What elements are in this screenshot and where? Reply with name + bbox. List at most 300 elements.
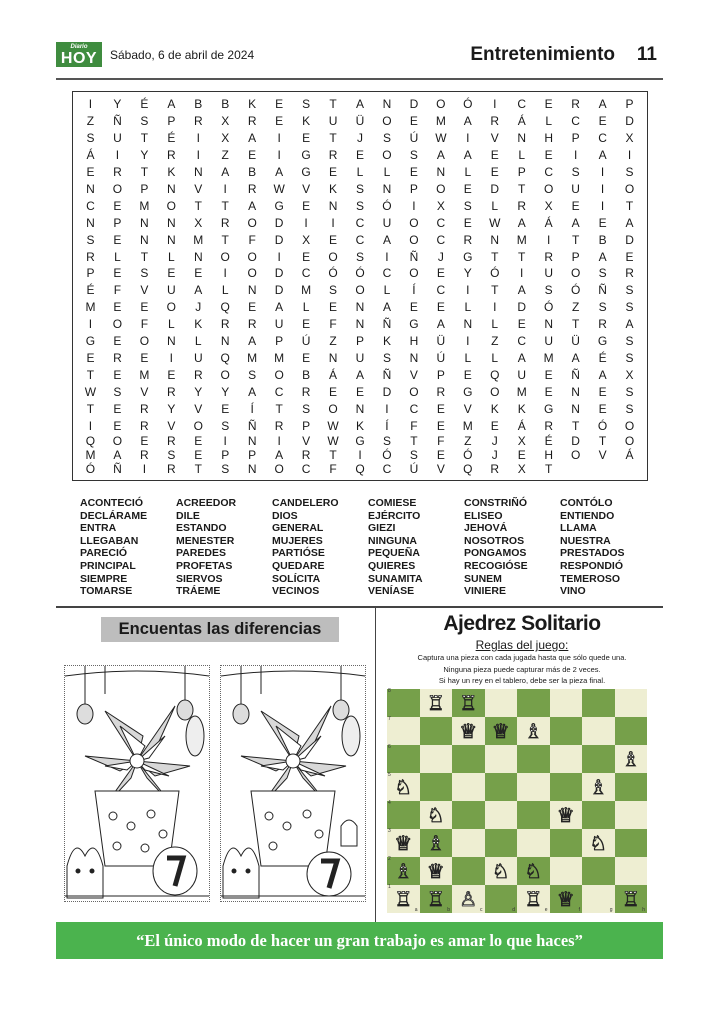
chess-square: [387, 857, 420, 885]
word-search-letter: E: [194, 266, 203, 281]
word-search-letter: O: [409, 232, 419, 247]
differences-title: Encuentas las diferencias: [101, 617, 339, 642]
word-search-letter: J: [491, 433, 498, 448]
file-label: b: [447, 907, 450, 913]
queen-piece-icon: ♕: [426, 859, 445, 883]
word-search-letter: Ñ: [571, 367, 580, 382]
word-search-letter: R: [247, 317, 257, 332]
word-search-letter: O: [193, 418, 203, 433]
word-search-letter: E: [329, 232, 338, 247]
word-search-letter: O: [409, 215, 419, 230]
knight-piece-icon: ♘: [589, 831, 608, 855]
word-search-letter: C: [436, 232, 446, 247]
word-search-letter: C: [544, 165, 553, 180]
word-search-letter: E: [571, 198, 580, 213]
word-search-letter: U: [113, 131, 122, 146]
word-search-puzzle: [72, 91, 648, 481]
word-search-letter: D: [490, 181, 500, 196]
word-search-letter: Í: [385, 418, 389, 433]
section-title: Entretenimiento: [470, 44, 615, 65]
word-list-item: ACREEDOR: [176, 497, 237, 509]
word-search-letter: S: [463, 198, 472, 213]
chess-square: [420, 885, 453, 913]
word-search-letter: W: [273, 181, 285, 196]
word-search-letter: E: [490, 418, 499, 433]
word-search-letter: E: [113, 232, 122, 247]
word-search-letter: A: [598, 97, 607, 112]
word-search-letter: S: [625, 300, 634, 315]
word-search-letter: M: [435, 114, 446, 129]
word-search-letter: C: [355, 232, 365, 247]
word-search-letter: C: [301, 461, 311, 476]
rank-label: 4: [388, 800, 391, 806]
word-search-letter: F: [329, 461, 337, 476]
word-search-letter: T: [194, 198, 202, 213]
word-search-letter: P: [140, 181, 149, 196]
word-search-letter: S: [302, 401, 311, 416]
word-search-letter: O: [112, 317, 123, 332]
word-search-letter: G: [463, 249, 473, 264]
word-search-letter: R: [274, 418, 284, 433]
rook-piece-icon: ♖: [426, 887, 445, 911]
word-search-letter: N: [166, 334, 176, 349]
word-search-letter: S: [329, 283, 338, 298]
word-search-letter: R: [193, 114, 203, 129]
word-search-letter: A: [382, 232, 391, 247]
bishop-piece-icon: ♗: [394, 859, 413, 883]
word-search-letter: A: [167, 97, 176, 112]
word-search-letter: V: [140, 283, 149, 298]
word-search-letter: E: [302, 249, 311, 264]
word-search-letter: E: [194, 433, 203, 448]
chess-square: [550, 857, 583, 885]
word-search-letter: A: [463, 148, 472, 163]
word-search-letter: E: [544, 97, 553, 112]
word-search-letter: C: [517, 334, 527, 349]
word-search-letter: K: [248, 97, 257, 112]
word-search-letter: I: [196, 131, 200, 146]
word-search-letter: E: [113, 198, 122, 213]
word-search-letter: E: [517, 317, 526, 332]
word-search-letter: Ó: [355, 266, 365, 281]
chess-square: [485, 801, 518, 829]
poinsettia-illustration-left: [65, 666, 209, 901]
word-search-letter: S: [355, 249, 364, 264]
word-search-letter: E: [598, 401, 607, 416]
word-search-letter: E: [113, 418, 122, 433]
knight-piece-icon: ♘: [524, 859, 543, 883]
word-search-letter: H: [409, 334, 419, 349]
word-list-item: QUEDARE: [272, 559, 325, 572]
word-search-letter: G: [274, 198, 284, 213]
word-search-letter: E: [436, 447, 445, 462]
word-search-letter: Ó: [463, 447, 473, 462]
word-search-letter: A: [113, 447, 122, 462]
word-search-letter: N: [544, 317, 553, 332]
chess-square: [387, 801, 420, 829]
word-search-letter: T: [221, 198, 229, 213]
word-search-letter: O: [570, 447, 581, 462]
word-search-letter: S: [598, 300, 607, 315]
word-search-letter: I: [466, 334, 470, 349]
word-search-letter: P: [248, 447, 257, 462]
word-search-letter: I: [277, 131, 281, 146]
word-list-item: TRÁEME: [176, 585, 221, 598]
word-search-letter: S: [382, 433, 391, 448]
word-search-letter: T: [221, 232, 229, 247]
word-search-letter: P: [355, 334, 364, 349]
file-label: f: [578, 907, 580, 913]
word-search-letter: T: [329, 447, 337, 462]
word-search-letter: L: [194, 334, 202, 349]
chess-square: [517, 801, 550, 829]
word-search-letter: Ú: [301, 334, 311, 349]
word-search-letter: G: [85, 334, 96, 349]
word-list-item: QUIERES: [368, 559, 416, 572]
word-search-letter: Y: [221, 384, 230, 399]
word-search-letter: A: [598, 249, 607, 264]
word-list-item: COMIESE: [368, 497, 417, 509]
word-search-letter: L: [518, 148, 526, 163]
word-list-item: LLAMA: [560, 522, 597, 535]
word-search-letter: A: [436, 317, 445, 332]
word-list-item: PRINCIPAL: [80, 559, 136, 572]
word-search-letter: R: [140, 401, 149, 416]
word-search-letter: I: [169, 350, 173, 365]
chess-square: [420, 689, 453, 717]
word-search-letter: B: [302, 367, 311, 382]
word-search-letter: A: [571, 215, 580, 230]
word-search-letter: E: [355, 384, 364, 399]
word-search-letter: E: [86, 165, 95, 180]
word-search-letter: I: [600, 198, 605, 213]
word-search-letter: I: [546, 232, 551, 247]
word-list-item: CANDELERO: [272, 497, 339, 509]
word-search-letter: O: [382, 114, 392, 129]
word-search-letter: E: [140, 433, 149, 448]
word-search-letter: Z: [571, 300, 580, 315]
file-label: e: [544, 907, 548, 913]
word-search-letter: E: [463, 215, 472, 230]
word-search-grid: [77, 96, 643, 476]
word-search-letter: A: [248, 334, 257, 349]
queen-piece-icon: ♕: [491, 719, 510, 743]
word-search-letter: Z: [221, 148, 229, 163]
word-search-letter: X: [544, 198, 553, 213]
word-search-letter: I: [277, 249, 281, 264]
differences-image-left: [64, 665, 210, 902]
word-search-letter: K: [302, 114, 311, 129]
chess-square: [452, 745, 485, 773]
chess-square: [615, 801, 648, 829]
word-search-letter: D: [571, 433, 580, 448]
word-search-letter: W: [327, 433, 339, 448]
word-search-letter: D: [625, 114, 634, 129]
word-search-letter: S: [355, 198, 364, 213]
word-search-letter: T: [86, 401, 95, 416]
word-search-letter: N: [382, 97, 392, 112]
word-search-letter: R: [193, 367, 203, 382]
word-search-letter: E: [329, 300, 338, 315]
word-list-item: RECOGIÓSE: [464, 559, 528, 572]
word-search-letter: J: [356, 131, 363, 146]
word-search-letter: N: [328, 350, 338, 365]
word-search-letter: G: [301, 148, 311, 163]
word-list-item: NOSOTROS: [464, 534, 525, 547]
word-search-letter: E: [544, 384, 553, 399]
word-list-item: PARTIÓSE: [272, 547, 325, 560]
chess-square: [550, 801, 583, 829]
word-search-letter: M: [516, 384, 527, 399]
word-search-letter: E: [113, 266, 122, 281]
chess-square: [517, 857, 550, 885]
word-list-item: ENTIENDO: [560, 509, 615, 522]
word-search-letter: I: [385, 401, 389, 416]
word-search-letter: E: [167, 367, 176, 382]
chess-square: [485, 857, 518, 885]
word-list-item: ELISEO: [464, 509, 503, 522]
word-list-item: MUJERES: [272, 534, 323, 547]
chess-square: [582, 885, 615, 913]
chess-rule: Ninguna pieza puede capturar más de 2 veces.: [443, 665, 601, 674]
word-search-letter: R: [140, 447, 149, 462]
word-search-letter: L: [491, 198, 499, 213]
word-search-letter: S: [625, 350, 634, 365]
word-search-letter: X: [436, 198, 445, 213]
word-search-letter: T: [491, 249, 499, 264]
word-search-letter: E: [302, 317, 311, 332]
word-list-item: NUESTRA: [560, 534, 611, 547]
bishop-piece-icon: ♗: [621, 747, 640, 771]
word-search-letter: V: [463, 401, 472, 416]
word-search-letter: K: [329, 181, 338, 196]
word-search-letter: T: [571, 317, 580, 332]
word-search-letter: R: [301, 447, 311, 462]
file-label: c: [480, 907, 483, 913]
word-search-letter: A: [625, 215, 634, 230]
word-list-item: JEHOVÁ: [464, 522, 508, 535]
word-search-letter: R: [301, 384, 311, 399]
word-list-item: PONGAMOS: [464, 547, 527, 560]
word-search-letter: K: [167, 165, 176, 180]
word-search-letter: V: [598, 447, 607, 462]
word-search-letter: S: [302, 97, 311, 112]
page-header: [56, 38, 663, 80]
word-search-letter: K: [490, 401, 499, 416]
word-search-letter: E: [275, 97, 284, 112]
word-search-letter: D: [274, 283, 284, 298]
word-search-letter: A: [517, 283, 526, 298]
word-search-letter: E: [329, 384, 338, 399]
logo-big-text: HOY: [60, 50, 98, 67]
word-search-letter: I: [115, 148, 120, 163]
word-search-letter: S: [571, 165, 580, 180]
word-search-letter: M: [301, 283, 312, 298]
word-search-letter: Ó: [597, 418, 608, 433]
word-search-letter: T: [598, 433, 607, 448]
word-search-letter: T: [86, 367, 95, 382]
word-search-letter: V: [490, 131, 499, 146]
word-search-letter: F: [410, 418, 418, 433]
chess-square: [420, 801, 453, 829]
word-list-item: PEQUEÑA: [368, 547, 420, 560]
rank-label: 3: [388, 828, 391, 834]
word-search-letter: I: [573, 148, 578, 163]
word-search-letter: X: [517, 461, 526, 476]
word-search-letter: S: [409, 447, 418, 462]
word-search-letter: R: [625, 266, 634, 281]
word-search-letter: I: [520, 266, 524, 281]
word-search-letter: E: [544, 367, 553, 382]
word-search-letter: T: [571, 418, 580, 433]
word-search-letter: A: [275, 300, 284, 315]
word-search-letter: N: [220, 334, 230, 349]
file-label: h: [642, 907, 645, 913]
word-search-letter: V: [140, 384, 149, 399]
poinsettia-illustration-right: [221, 666, 365, 901]
word-search-letter: X: [221, 114, 230, 129]
word-search-letter: L: [464, 300, 472, 315]
file-label: d: [512, 907, 515, 913]
file-label: g: [609, 907, 613, 913]
word-search-letter: I: [277, 433, 281, 448]
chess-square: [582, 773, 615, 801]
word-search-letter: A: [517, 350, 526, 365]
word-search-letter: F: [329, 317, 337, 332]
word-search-letter: R: [490, 461, 500, 476]
word-search-letter: N: [247, 283, 257, 298]
word-search-letter: D: [625, 232, 634, 247]
quote-banner: “El único modo de hacer un gran trabajo es amar lo que haces”: [56, 922, 663, 959]
word-search-letter: T: [518, 249, 526, 264]
chess-square: [452, 885, 485, 913]
word-search-letter: R: [166, 461, 176, 476]
word-search-letter: X: [625, 131, 634, 146]
word-search-letter: É: [86, 283, 95, 298]
word-search-letter: O: [328, 249, 338, 264]
word-search-letter: Ñ: [382, 367, 392, 382]
rank-label: 7: [388, 716, 391, 722]
word-search-letter: A: [194, 283, 203, 298]
word-search-letter: O: [112, 433, 123, 448]
word-list-item: PAREDES: [176, 547, 226, 560]
word-search-letter: R: [463, 232, 473, 247]
word-search-letter: V: [167, 418, 176, 433]
word-search-letter: G: [463, 384, 473, 399]
word-search-letter: L: [383, 283, 391, 298]
word-search-letter: X: [194, 215, 203, 230]
word-search-letter: S: [113, 384, 122, 399]
word-search-letter: K: [517, 401, 526, 416]
word-search-letter: Q: [490, 367, 500, 382]
logo-small-text: Diario: [70, 44, 88, 50]
word-search-letter: E: [490, 165, 499, 180]
word-search-letter: Ü: [355, 114, 365, 129]
word-search-letter: N: [86, 215, 95, 230]
word-search-letter: O: [436, 97, 446, 112]
word-search-letter: L: [383, 165, 391, 180]
word-search-letter: S: [140, 114, 149, 129]
word-search-letter: E: [140, 350, 149, 365]
word-search-letter: P: [86, 266, 95, 281]
chess-square: [485, 745, 518, 773]
word-search-letter: L: [491, 317, 499, 332]
word-list-item: EJÉRCITO: [368, 509, 421, 522]
word-search-letter: M: [462, 418, 473, 433]
word-search-letter: Z: [491, 334, 499, 349]
word-search-letter: Q: [463, 461, 473, 476]
word-list-item: SIEMPRE: [80, 572, 128, 585]
chess-square: [615, 689, 648, 717]
word-search-letter: Ó: [490, 266, 500, 281]
word-search-letter: N: [571, 384, 580, 399]
chess-square: [420, 857, 453, 885]
word-search-letter: S: [625, 165, 634, 180]
word-search-letter: C: [571, 114, 580, 129]
chess-square: [582, 857, 615, 885]
word-search-letter: E: [113, 401, 122, 416]
word-search-letter: L: [491, 350, 499, 365]
word-search-letter: P: [167, 114, 176, 129]
word-search-letter: R: [113, 165, 122, 180]
word-search-letter: N: [517, 131, 527, 146]
word-list-item: CONSTRIÑÓ: [464, 497, 527, 509]
word-search-letter: T: [275, 401, 283, 416]
chess-square: [485, 689, 518, 717]
word-list-item: ENTRA: [80, 522, 117, 535]
rank-label: 8: [388, 688, 391, 694]
word-search-letter: L: [464, 165, 472, 180]
word-search-letter: T: [518, 181, 526, 196]
word-list: [80, 497, 660, 601]
word-search-letter: E: [490, 148, 499, 163]
chess-square: [452, 773, 485, 801]
word-search-letter: O: [247, 215, 257, 230]
word-search-letter: A: [355, 97, 364, 112]
word-search-letter: I: [88, 97, 93, 112]
chess-square: [517, 745, 550, 773]
word-search-letter: Y: [463, 266, 472, 281]
word-search-letter: I: [223, 181, 227, 196]
word-search-letter: O: [355, 283, 365, 298]
word-search-letter: P: [221, 447, 230, 462]
word-search-letter: Ñ: [247, 418, 257, 433]
word-search-letter: V: [302, 181, 311, 196]
chess-square: [485, 885, 518, 913]
word-search-letter: N: [409, 350, 419, 365]
word-search-letter: Ó: [85, 461, 96, 476]
rook-piece-icon: ♖: [524, 887, 543, 911]
word-search-letter: C: [301, 266, 311, 281]
page-number: 11: [636, 44, 657, 65]
word-search-letter: M: [247, 350, 258, 365]
word-list-item: LLEGABAN: [80, 534, 139, 547]
word-search-letter: N: [140, 215, 149, 230]
word-list-item: MENESTER: [176, 534, 235, 547]
word-search-letter: E: [113, 334, 122, 349]
word-search-letter: E: [598, 215, 607, 230]
word-search-letter: O: [220, 367, 230, 382]
word-search-letter: K: [355, 418, 364, 433]
bishop-piece-icon: ♗: [524, 719, 543, 743]
word-search-letter: O: [624, 418, 635, 433]
word-search-letter: I: [223, 433, 227, 448]
chess-square: [550, 773, 583, 801]
word-search-letter: T: [410, 433, 418, 448]
chess-rules-heading: Reglas del juego:: [475, 638, 569, 652]
word-search-letter: S: [221, 461, 230, 476]
chess-square: [615, 717, 648, 745]
